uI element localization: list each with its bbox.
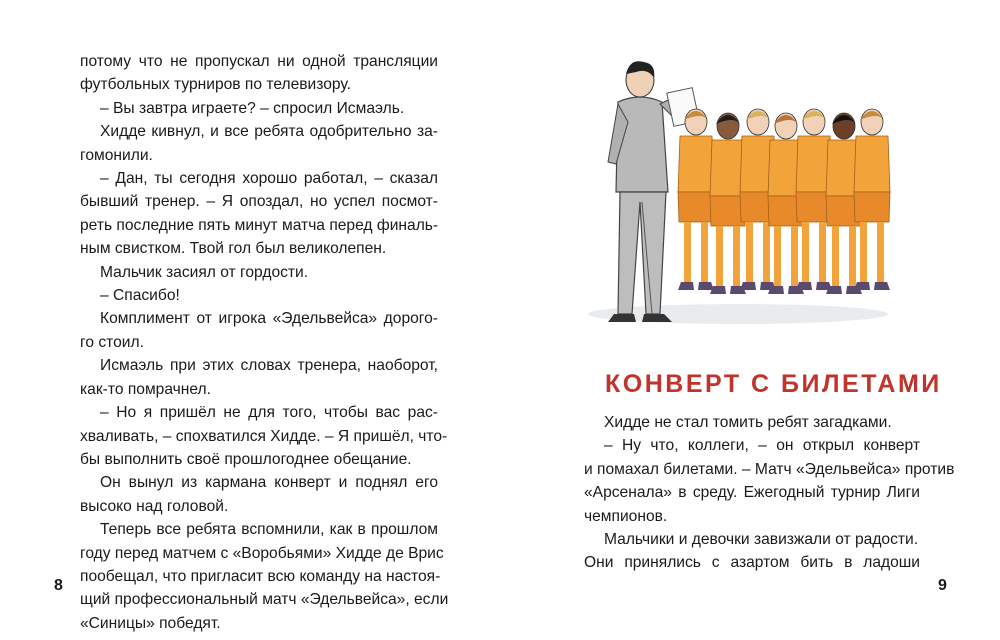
right-page	[500, 0, 1000, 640]
page-number-right: 9	[938, 577, 947, 594]
text-line: футбольных турниров по телевизору.	[80, 76, 351, 94]
text-line: – Вы завтра играете? – спросил Исмаэль.	[100, 99, 405, 117]
text-line: Мальчики и девочки завизжали от радости.	[604, 531, 919, 549]
text-line: хваливать, – спохватился Хидде. – Я пришёл, что-	[80, 427, 448, 445]
text-line: Хидде не стал томить ребят загадками.	[604, 414, 892, 431]
text-line: Мальчик засиял от гордости.	[100, 263, 309, 281]
kid-figure	[854, 109, 890, 290]
text-line: чемпионов.	[584, 507, 668, 525]
text-line: году перед матчем с «Воробьями» Хидде де Врис	[80, 544, 444, 562]
text-line: Комплимент от игрока «Эдельвейса» дорого-	[100, 310, 438, 328]
text-line: пообещал, что пригласит всю команду на настоя-	[80, 567, 441, 585]
text-line: высоко над головой.	[80, 497, 229, 515]
text-line: реть последние пять минут матча перед финаль-	[80, 216, 439, 234]
left-page-text	[80, 50, 449, 635]
text-line: бывший тренер. – Я опоздал, но успел посмот-	[80, 193, 438, 211]
text-line: Теперь все ребята вспомнили, как в прошлом	[100, 521, 438, 539]
page-number-left: 8	[54, 577, 63, 594]
text-line: Исмаэль при этих словах тренера, наоборот,	[100, 357, 438, 375]
text-line: как-то помрачнел.	[80, 380, 211, 398]
text-line: – Ну что, коллеги, – он открыл конверт	[604, 437, 920, 455]
text-line: ным свистком. Твой гол был великолепен.	[80, 240, 387, 258]
text-line: «Арсенала» в среду. Ежегодный турнир Лиги	[584, 484, 920, 502]
kids-group	[678, 109, 890, 294]
text-line: Они принялись с азартом бить в ладоши	[584, 554, 920, 572]
text-line: – Спасибо!	[100, 287, 180, 305]
text-line: и помахал билетами. – Матч «Эдельвейса» против	[584, 460, 955, 478]
text-line: «Синицы» победят.	[80, 614, 221, 632]
text-line: – Но я пришёл не для того, чтобы вас рас-	[100, 404, 438, 422]
text-line: потому что не пропускал ни одной трансляции	[80, 53, 438, 70]
right-page-text	[584, 411, 955, 575]
text-line: Он вынул из кармана конверт и поднял его	[100, 474, 438, 492]
kid-figure	[678, 109, 714, 290]
text-line: го стоил.	[80, 333, 144, 351]
text-line: – Дан, ты сегодня хорошо работал, – сказал	[100, 170, 438, 188]
text-line: Хидде кивнул, и все ребята одобрительно за-	[100, 123, 438, 141]
text-line: бы выполнить своё прошлогоднее обещание.	[80, 450, 412, 468]
chapter-title: КОНВЕРТ С БИЛЕТАМИ	[605, 370, 942, 398]
text-line: гомонили.	[80, 146, 153, 164]
text-line: щий профессиональный матч «Эдельвейса», если	[80, 591, 449, 609]
team-illustration	[578, 52, 900, 342]
